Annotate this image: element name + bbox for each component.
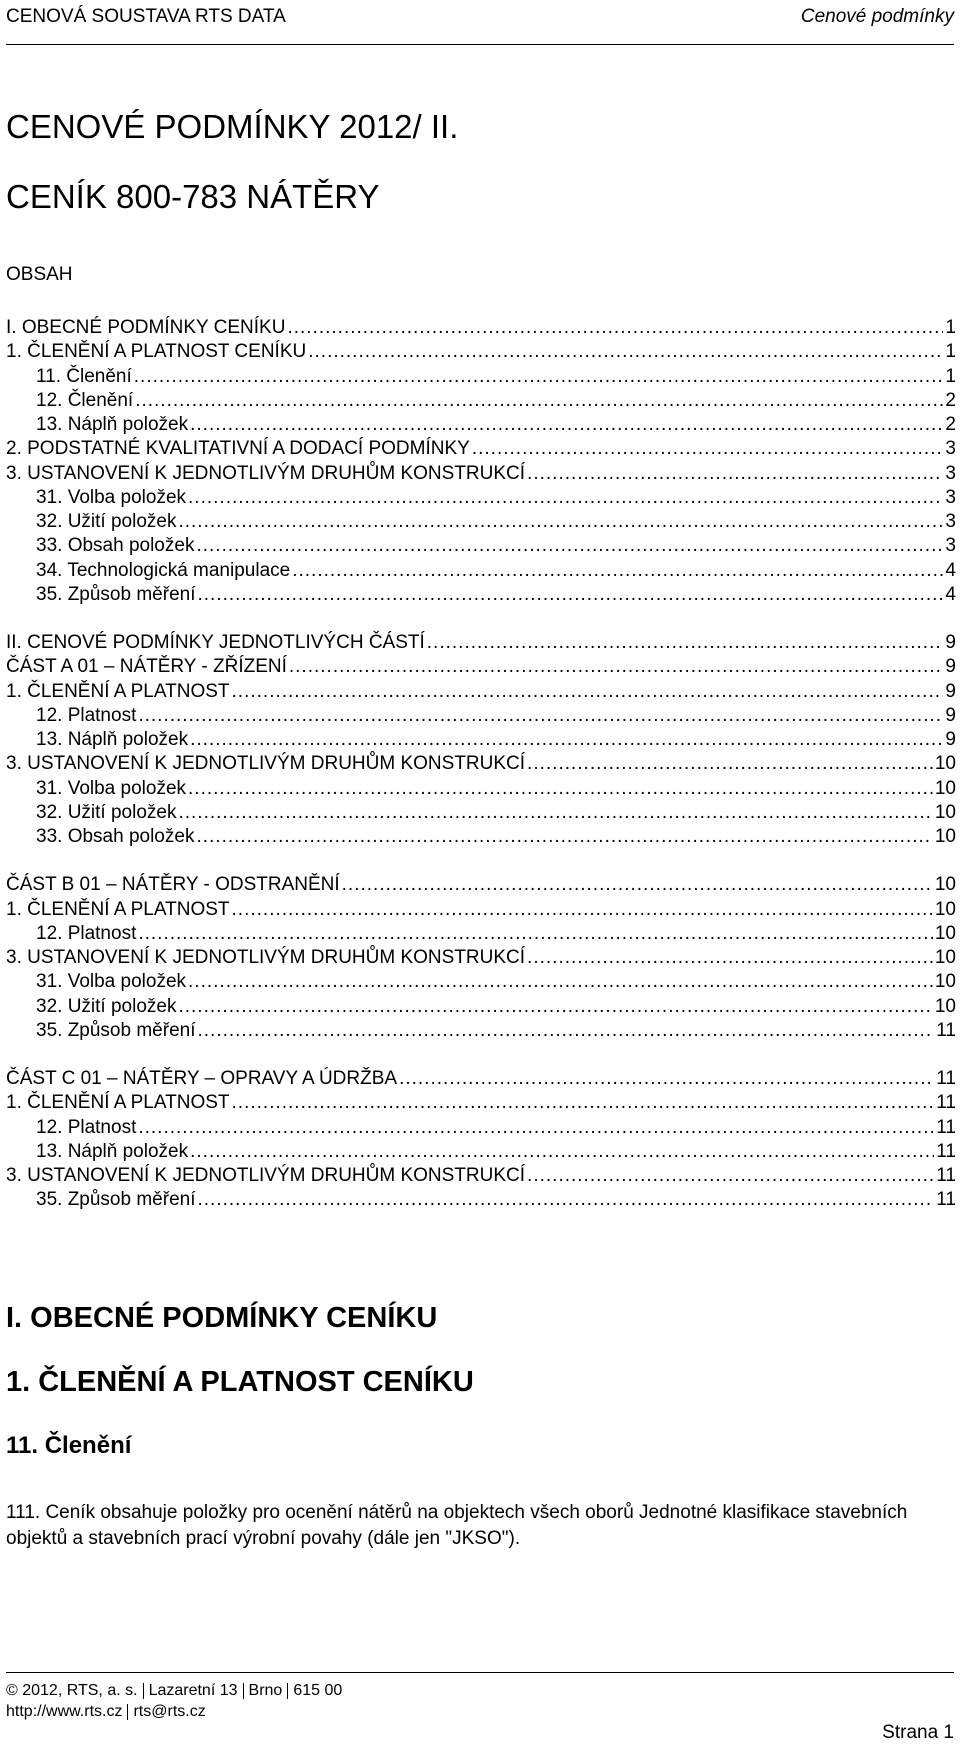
toc-dot-leader — [138, 1116, 934, 1140]
toc-entry-label: 1. ČLENĚNÍ A PLATNOST — [6, 1092, 230, 1114]
footer-zip: 615 00 — [293, 1682, 343, 1699]
toc-dot-leader — [472, 437, 944, 461]
toc-entry[interactable] — [6, 680, 956, 704]
footer-separator — [127, 1704, 128, 1720]
header-right-text: Cenové podmínky — [800, 6, 954, 27]
toc-entry-label: 3. USTANOVENÍ K JEDNOTLIVÝM DRUHŮM KONSTRUKCÍ — [6, 1165, 526, 1186]
toc-dot-leader — [190, 728, 943, 752]
toc-entry-page: 10 — [934, 947, 956, 968]
toc-entry-label: 32. Užití položek — [36, 511, 177, 532]
footer-separator — [243, 1683, 244, 1699]
toc-entry[interactable] — [6, 898, 956, 922]
toc-entry-label: ČÁST A 01 – NÁTĚRY - ZŘÍZENÍ — [6, 656, 287, 678]
toc-heading: OBSAH — [6, 264, 73, 285]
toc-entry-label: 1. ČLENĚNÍ A PLATNOST CENÍKU — [6, 341, 307, 363]
toc-entry-label: ČÁST C 01 – NÁTĚRY – OPRAVY A ÚDRŽBA — [6, 1068, 398, 1089]
toc-entry-label: 13. Náplň položek — [36, 729, 189, 750]
toc-entry-label: 31. Volba položek — [36, 971, 187, 993]
toc-entry-page: 3 — [945, 462, 956, 484]
toc-entry-page: 2 — [945, 389, 956, 411]
toc-dot-leader — [292, 559, 943, 583]
toc-dot-leader — [232, 898, 933, 922]
toc-entry[interactable] — [6, 873, 956, 897]
toc-entry-page: 10 — [934, 922, 956, 944]
toc-entry-page: 9 — [945, 729, 956, 750]
toc-dot-leader — [197, 1188, 934, 1212]
toc-entry[interactable] — [6, 946, 956, 970]
toc-entry[interactable] — [6, 1019, 956, 1043]
toc-entry[interactable] — [6, 922, 956, 946]
toc-dot-leader — [134, 365, 944, 389]
toc-dot-leader — [427, 631, 944, 655]
toc-entry-page: 9 — [945, 704, 956, 726]
toc-entry-page: 3 — [945, 438, 956, 460]
toc-dot-leader — [178, 995, 932, 1019]
toc-entry[interactable] — [6, 1067, 956, 1091]
toc-entry-page: 3 — [945, 535, 956, 557]
toc-entry[interactable] — [6, 1164, 956, 1188]
toc-dot-leader — [399, 1067, 934, 1091]
page-header — [6, 4, 954, 45]
toc-dot-leader — [196, 534, 943, 558]
toc-entry-label: 31. Volba položek — [36, 486, 187, 508]
toc-entry-label: 2. PODSTATNÉ KVALITATIVNÍ A DODACÍ PODMÍNKY — [6, 438, 470, 460]
toc-entry-page: 11 — [936, 1019, 956, 1041]
toc-dot-leader — [232, 1091, 935, 1115]
document-title: CENOVÉ PODMÍNKY 2012/ II. — [6, 108, 459, 145]
toc-entry-page: 1 — [945, 341, 956, 363]
toc-dot-leader — [342, 873, 933, 897]
toc-entry-label: 12. Členění — [36, 389, 134, 411]
toc-entry[interactable] — [6, 704, 956, 728]
toc-entry-page: 10 — [934, 753, 956, 775]
toc-entry-label: 13. Náplň položek — [36, 414, 189, 435]
toc-entry[interactable] — [6, 728, 956, 752]
toc-entry-page: 4 — [945, 559, 956, 581]
toc-entry-page: 10 — [934, 995, 956, 1017]
toc-entry[interactable] — [6, 1188, 956, 1212]
toc-entry-label: 12. Platnost — [36, 704, 137, 726]
footer-separator — [287, 1683, 288, 1699]
toc-dot-leader — [188, 777, 933, 801]
section-heading-1: I. OBECNÉ PODMÍNKY CENÍKU — [6, 1302, 438, 1334]
toc-entry-page: 11 — [936, 1189, 956, 1211]
toc-entry-label: 32. Užití položek — [36, 801, 177, 823]
footer-city: Brno — [248, 1682, 283, 1699]
toc-entry-page: 11 — [936, 1068, 956, 1089]
footer-copyright: © 2012, RTS, a. s. — [6, 1682, 138, 1699]
toc-entry-page: 9 — [945, 656, 956, 678]
toc-entry-page: 10 — [934, 801, 956, 823]
toc-entry-page: 10 — [934, 777, 956, 799]
toc-dot-leader — [527, 462, 943, 486]
toc-entry[interactable] — [6, 413, 956, 437]
footer-separator — [143, 1683, 144, 1699]
toc-dot-leader — [197, 1019, 934, 1043]
toc-entry-page: 10 — [934, 898, 956, 920]
toc-dot-leader — [135, 389, 943, 413]
section-heading-3: 11. Členění — [6, 1432, 132, 1459]
toc-entry[interactable] — [6, 970, 956, 994]
toc-dot-leader — [197, 583, 943, 607]
toc-entry[interactable] — [6, 1091, 956, 1115]
toc-entry-label: 3. USTANOVENÍ K JEDNOTLIVÝM DRUHŮM KONSTRUKCÍ — [6, 947, 526, 968]
toc-entry-label: 13. Náplň položek — [36, 1140, 189, 1162]
toc-dot-leader — [527, 946, 933, 970]
page-number: Strana 1 — [882, 1722, 954, 1743]
toc-entry[interactable] — [6, 510, 956, 534]
toc-entry-page: 11 — [936, 1140, 956, 1162]
toc-entry[interactable] — [6, 583, 956, 607]
toc-entry-label: 12. Platnost — [36, 1116, 137, 1138]
toc-entry[interactable] — [6, 801, 956, 825]
toc-entry-page: 11 — [936, 1116, 956, 1138]
toc-entry-label: 1. ČLENĚNÍ A PLATNOST — [6, 898, 230, 920]
toc-dot-leader — [527, 1164, 934, 1188]
toc-entry-page: 10 — [934, 971, 956, 993]
toc-entry-label: ČÁST B 01 – NÁTĚRY - ODSTRANĚNÍ — [6, 874, 340, 896]
toc-entry[interactable] — [6, 340, 956, 364]
toc-dot-leader — [188, 970, 933, 994]
toc-entry-label: 31. Volba položek — [36, 777, 187, 799]
toc-entry-label: 35. Způsob měření — [36, 1189, 196, 1211]
footer-address: Lazaretní 13 — [148, 1682, 238, 1699]
toc-dot-leader — [188, 486, 943, 510]
toc-entry-page: 11 — [936, 1092, 956, 1114]
toc-entry-page: 3 — [945, 511, 956, 532]
toc-entry[interactable] — [6, 559, 956, 583]
toc-dot-leader — [287, 316, 943, 340]
toc-entry-page: 2 — [945, 414, 956, 435]
toc-entry[interactable] — [6, 486, 956, 510]
toc-entry-label: 3. USTANOVENÍ K JEDNOTLIVÝM DRUHŮM KONSTRUKCÍ — [6, 462, 526, 484]
toc-entry-page: 9 — [945, 632, 956, 653]
toc-entry-label: 12. Platnost — [36, 922, 137, 944]
body-paragraph: 111. Ceník obsahuje položky pro ocenění nátěrů na objektech všech oborů Jednotné klasifikace stavebních objektů a stavebních prací výrobní povahy (dále jen "JKSO"). — [6, 1502, 908, 1549]
toc-entry-label: 1. ČLENĚNÍ A PLATNOST — [6, 680, 230, 702]
page-footer — [6, 1680, 342, 1722]
toc-dot-leader — [190, 413, 943, 437]
toc-entry-label: 34. Technologická manipulace — [36, 559, 291, 581]
toc-dot-leader — [138, 704, 943, 728]
toc-dot-leader — [196, 825, 932, 849]
toc-entry[interactable] — [6, 462, 956, 486]
header-left-text: CENOVÁ SOUSTAVA RTS DATA — [6, 6, 286, 27]
toc-dot-leader — [178, 801, 932, 825]
toc-dot-leader — [190, 1140, 934, 1164]
toc-entry-page: 3 — [945, 486, 956, 508]
toc-entry[interactable] — [6, 631, 956, 655]
toc-entry-label: 3. USTANOVENÍ K JEDNOTLIVÝM DRUHŮM KONSTRUKCÍ — [6, 753, 526, 775]
toc-dot-leader — [138, 922, 933, 946]
toc-entry-page: 10 — [934, 826, 956, 847]
toc-entry[interactable] — [6, 777, 956, 801]
toc-dot-leader — [527, 752, 933, 776]
toc-entry-label: 32. Užití položek — [36, 995, 177, 1017]
toc-entry-label: 35. Způsob měření — [36, 583, 196, 605]
toc-dot-leader — [178, 510, 943, 534]
toc-entry-page: 9 — [945, 680, 956, 702]
footer-divider — [6, 1672, 954, 1673]
toc-entry[interactable] — [6, 655, 956, 679]
toc-entry-page: 1 — [945, 365, 956, 387]
table-of-contents — [6, 316, 956, 1213]
toc-entry[interactable] — [6, 389, 956, 413]
toc-entry[interactable] — [6, 825, 956, 849]
toc-entry-label: II. CENOVÉ PODMÍNKY JEDNOTLIVÝCH ČÁSTÍ — [6, 632, 425, 653]
toc-entry-label: I. OBECNÉ PODMÍNKY CENÍKU — [6, 317, 286, 338]
toc-entry-page: 4 — [945, 583, 956, 605]
toc-entry[interactable] — [6, 534, 956, 558]
footer-email-link[interactable]: rts@rts.cz — [133, 1703, 206, 1720]
toc-dot-leader — [289, 655, 944, 679]
section-heading-2: 1. ČLENĚNÍ A PLATNOST CENÍKU — [6, 1366, 474, 1398]
toc-entry[interactable] — [6, 437, 956, 461]
toc-entry-page: 10 — [934, 874, 956, 896]
toc-entry-label: 33. Obsah položek — [36, 535, 195, 557]
toc-entry-label: 11. Členění — [36, 365, 132, 387]
toc-entry[interactable] — [6, 752, 956, 776]
footer-web-link[interactable]: http://www.rts.cz — [6, 1703, 123, 1720]
toc-entry-label: 35. Způsob měření — [36, 1019, 196, 1041]
toc-entry-label: 33. Obsah položek — [36, 826, 195, 847]
toc-entry[interactable] — [6, 316, 956, 340]
toc-entry[interactable] — [6, 995, 956, 1019]
toc-entry-page: 11 — [936, 1165, 956, 1186]
toc-entry[interactable] — [6, 365, 956, 389]
toc-dot-leader — [232, 680, 944, 704]
toc-dot-leader — [308, 340, 943, 364]
toc-entry-page: 1 — [945, 317, 956, 338]
toc-entry[interactable] — [6, 1116, 956, 1140]
document-subtitle: CENÍK 800-783 NÁTĚRY — [6, 178, 380, 215]
toc-entry[interactable] — [6, 1140, 956, 1164]
